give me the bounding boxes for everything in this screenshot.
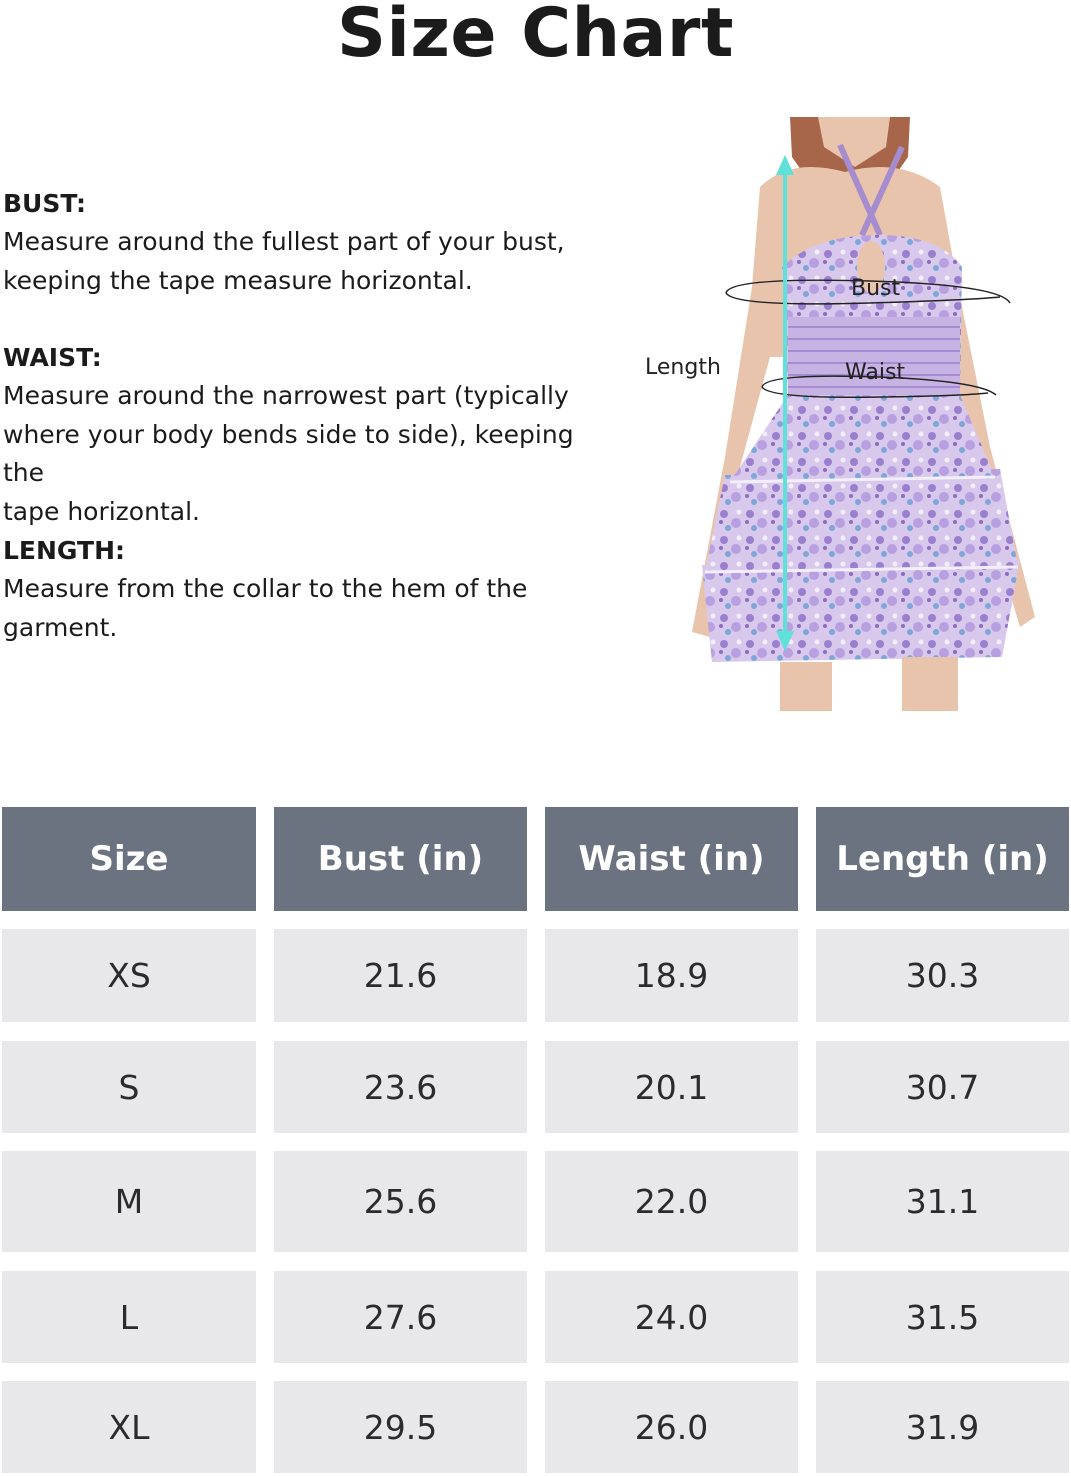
length-line: garment. — [3, 612, 118, 642]
table-cell-length: 31.9 — [816, 1381, 1069, 1473]
table-cell-size: XS — [2, 929, 256, 1022]
table-cell-bust: 27.6 — [274, 1271, 527, 1363]
header-size: Size — [2, 807, 256, 911]
table-cell-length: 30.3 — [816, 929, 1069, 1022]
bust-line: keeping the tape measure horizontal. — [3, 265, 473, 295]
table-cell-size: XL — [2, 1381, 256, 1473]
waist-line: where your body bends side to side), keeping the — [3, 419, 574, 487]
table-cell-waist: 24.0 — [545, 1271, 798, 1363]
length-label: Length — [645, 355, 721, 380]
waist-section — [3, 339, 603, 531]
header-bust: Bust (in) — [274, 807, 527, 911]
table-cell-waist: 18.9 — [545, 929, 798, 1022]
waist-line: Measure around the narrowest part (typically — [3, 381, 569, 410]
bust-heading: BUST: — [3, 189, 87, 218]
table-cell-bust: 25.6 — [274, 1151, 527, 1252]
header-length: Length (in) — [816, 807, 1069, 911]
bust-section — [3, 185, 603, 300]
bust-label: Bust — [851, 276, 901, 301]
table-cell-waist: 22.0 — [545, 1151, 798, 1252]
header-waist: Waist (in) — [545, 807, 798, 911]
table-cell-size: L — [2, 1271, 256, 1363]
dress-measurement-figure — [640, 117, 1060, 711]
length-heading: LENGTH: — [3, 536, 125, 565]
length-line: Measure from the collar to the hem of the — [3, 574, 528, 603]
length-section — [3, 532, 603, 647]
table-cell-bust: 23.6 — [274, 1041, 527, 1133]
table-cell-waist: 26.0 — [545, 1381, 798, 1473]
page-title: Size Chart — [337, 0, 734, 73]
table-cell-length: 31.5 — [816, 1271, 1069, 1363]
table-cell-length: 30.7 — [816, 1041, 1069, 1133]
waist-label: Waist — [845, 360, 906, 385]
table-cell-length: 31.1 — [816, 1151, 1069, 1252]
waist-line: tape horizontal. — [3, 496, 200, 526]
table-cell-bust: 21.6 — [274, 929, 527, 1022]
table-cell-waist: 20.1 — [545, 1041, 798, 1133]
dress-illustration — [640, 117, 1060, 711]
table-cell-size: M — [2, 1151, 256, 1252]
table-cell-bust: 29.5 — [274, 1381, 527, 1473]
bust-line: Measure around the fullest part of your bust, — [3, 227, 565, 256]
waist-heading: WAIST: — [3, 343, 102, 372]
table-cell-size: S — [2, 1041, 256, 1133]
